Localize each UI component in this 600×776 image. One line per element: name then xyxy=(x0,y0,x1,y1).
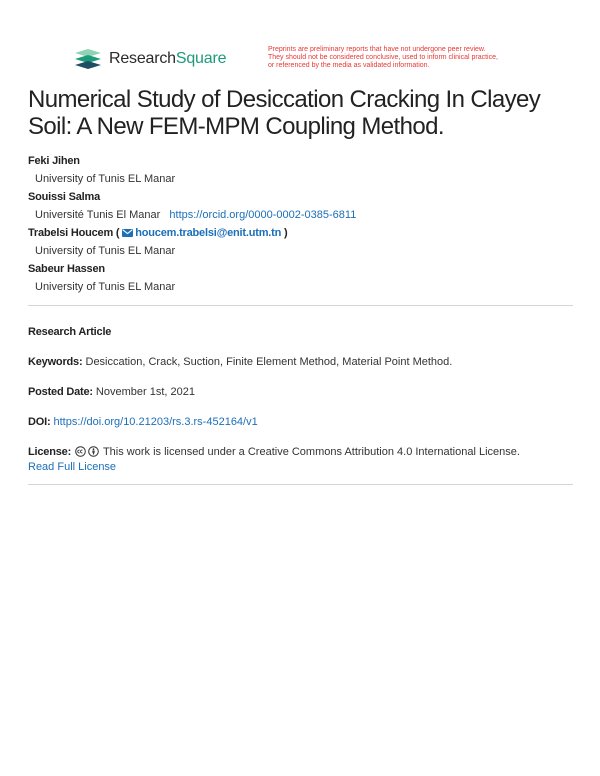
doi-link[interactable]: https://doi.org/10.21203/rs.3.rs-452164/v1 xyxy=(53,416,258,428)
article-type xyxy=(28,325,573,340)
license-text: This work is licensed under a Creative Commons Attribution 4.0 International License. xyxy=(102,446,520,458)
article-type-label: Research Article xyxy=(28,326,112,338)
attribution-icon xyxy=(88,446,99,457)
posted-date-row xyxy=(28,385,573,400)
disclaimer-line: They should not be considered conclusive, used to inform clinical practice, xyxy=(268,54,498,61)
author-name-row xyxy=(28,224,573,242)
close-paren: ) xyxy=(284,227,288,239)
creative-commons-icon xyxy=(75,446,86,457)
author-name: Souissi Salma xyxy=(28,191,100,203)
preprint-disclaimer xyxy=(268,46,558,70)
read-full-license-link[interactable]: Read Full License xyxy=(28,461,117,473)
divider xyxy=(28,484,573,485)
keywords-row xyxy=(28,355,573,370)
author xyxy=(28,188,573,224)
orcid-link[interactable]: https://orcid.org/0000-0002-0385-6811 xyxy=(169,209,357,221)
author-affiliation: University of Tunis EL Manar xyxy=(35,245,176,257)
posted-date-value: November 1st, 2021 xyxy=(95,386,195,398)
author xyxy=(28,224,573,260)
doi-label: DOI: xyxy=(28,416,51,428)
author-affiliation-row xyxy=(28,206,573,224)
author-affiliation: University of Tunis EL Manar xyxy=(35,281,176,293)
keywords-value: Desiccation, Crack, Suction, Finite Element Method, Material Point Method. xyxy=(85,356,453,368)
disclaimer-line: or referenced by the media as validated information. xyxy=(268,62,430,69)
article-title: Numerical Study of Desiccation Cracking In Clayey Soil: A New FEM-MPM Coupling Method. xyxy=(28,86,541,140)
author-affiliation: Université Tunis El Manar xyxy=(35,209,161,221)
divider xyxy=(28,305,573,306)
research-square-logo[interactable] xyxy=(74,48,226,70)
author-list xyxy=(28,152,573,296)
logo-word-research: Research xyxy=(109,50,176,67)
logo-word-square: Square xyxy=(175,50,227,67)
corresponding-email-link[interactable]: houcem.trabelsi@enit.utm.tn xyxy=(135,227,282,239)
author xyxy=(28,260,573,296)
author-name: Sabeur Hassen xyxy=(28,263,105,275)
author-affiliation: University of Tunis EL Manar xyxy=(35,173,176,185)
keywords-label: Keywords: xyxy=(28,356,83,368)
disclaimer-line: Preprints are preliminary reports that have not undergone peer review. xyxy=(268,46,486,53)
research-square-logo-icon xyxy=(74,48,102,70)
author-name: Trabelsi Houcem xyxy=(28,227,114,239)
open-paren: ( xyxy=(115,227,120,239)
license-row xyxy=(28,445,573,475)
license-label: License: xyxy=(28,446,72,458)
logo-text xyxy=(109,50,226,68)
author xyxy=(28,152,573,188)
posted-date-label: Posted Date: xyxy=(28,386,93,398)
envelope-icon xyxy=(122,229,133,237)
doi-row xyxy=(28,415,573,430)
author-name: Feki Jihen xyxy=(28,155,80,167)
